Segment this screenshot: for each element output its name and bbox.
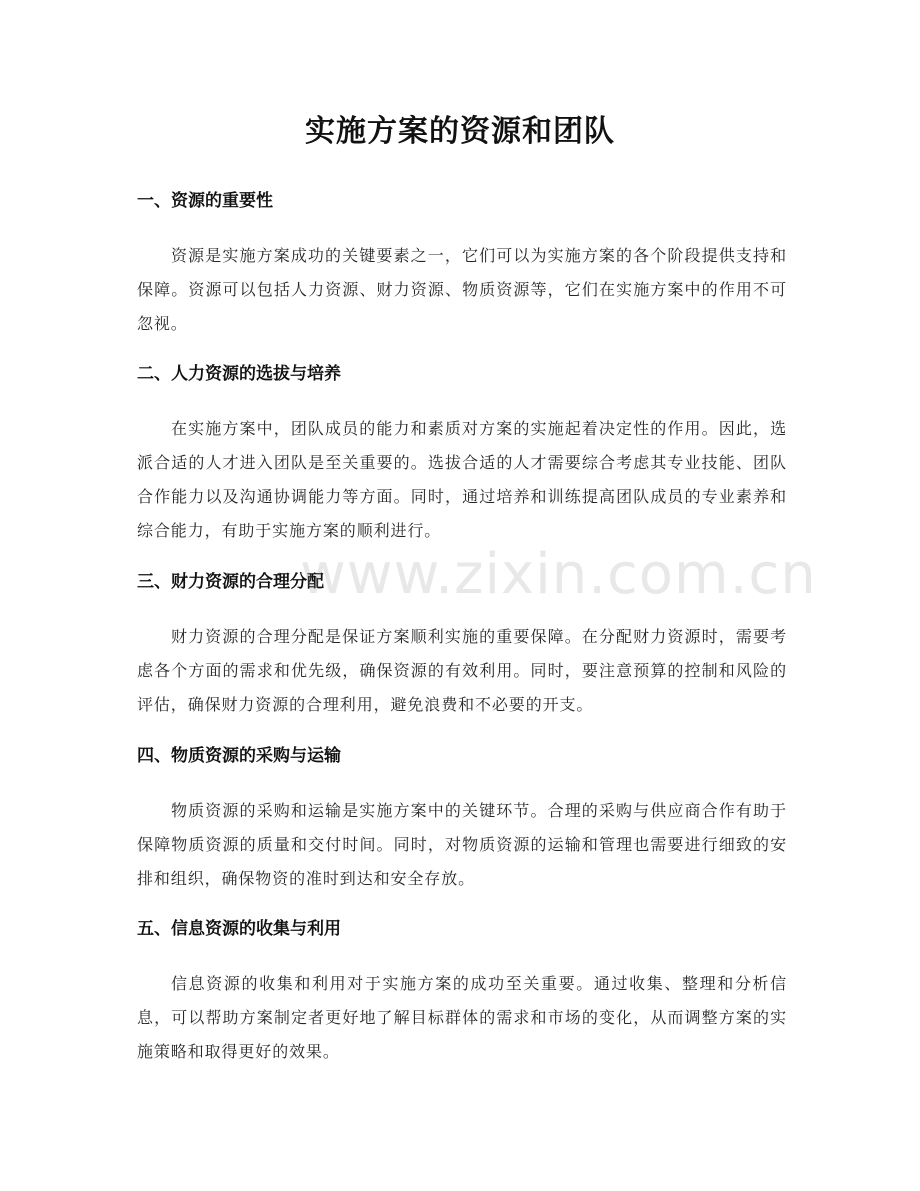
section-1: [137, 189, 787, 341]
section-2: [137, 362, 787, 548]
watermark: www.zixin.com.cn: [300, 542, 817, 607]
section-paragraph: 物质资源的采购和运输是实施方案中的关键环节。合理的采购与供应商合作有助于保障物质资源的质量和交付时间。同时，对物质资源的运输和管理也需要进行细致的安排和组织，确保物资的准时到达和安全存放。: [137, 801, 787, 888]
section-heading: 三、财力资源的合理分配: [137, 572, 324, 592]
section-paragraph: 资源是实施方案成功的关键要素之一，它们可以为实施方案的各个阶段提供支持和保障。资源可以包括人力资源、财力资源、物质资源等，它们在实施方案中的作用不可忽视。: [137, 246, 787, 333]
section-heading: 四、物质资源的采购与运输: [137, 746, 341, 766]
section-paragraph: 财力资源的合理分配是保证方案顺利实施的重要保障。在分配财力资源时，需要考虑各个方面的需求和优先级，确保资源的有效利用。同时，要注意预算的控制和风险的评估，确保财力资源的合理利用，避免浪费和不必要的开支。: [137, 627, 787, 714]
document-title: 实施方案的资源和团队: [305, 114, 615, 149]
section-heading: 二、人力资源的选拔与培养: [137, 364, 341, 384]
section-3: [137, 570, 787, 722]
section-heading: 五、信息资源的收集与利用: [137, 919, 341, 939]
section-5: [137, 917, 787, 1069]
section-heading: 一、资源的重要性: [137, 191, 273, 211]
section-paragraph: 在实施方案中，团队成员的能力和素质对方案的实施起着决定性的作用。因此，选派合适的人才进入团队是至关重要的。选拔合适的人才需要综合考虑其专业技能、团队合作能力以及沟通协调能力等方面。同时，通过培养和训练提高团队成员的专业素养和综合能力，有助于实施方案的顺利进行。: [137, 419, 787, 540]
section-paragraph: 信息资源的收集和利用对于实施方案的成功至关重要。通过收集、整理和分析信息，可以帮助方案制定者更好地了解目标群体的需求和市场的变化，从而调整方案的实施策略和取得更好的效果。: [137, 974, 787, 1061]
section-4: [137, 744, 787, 896]
